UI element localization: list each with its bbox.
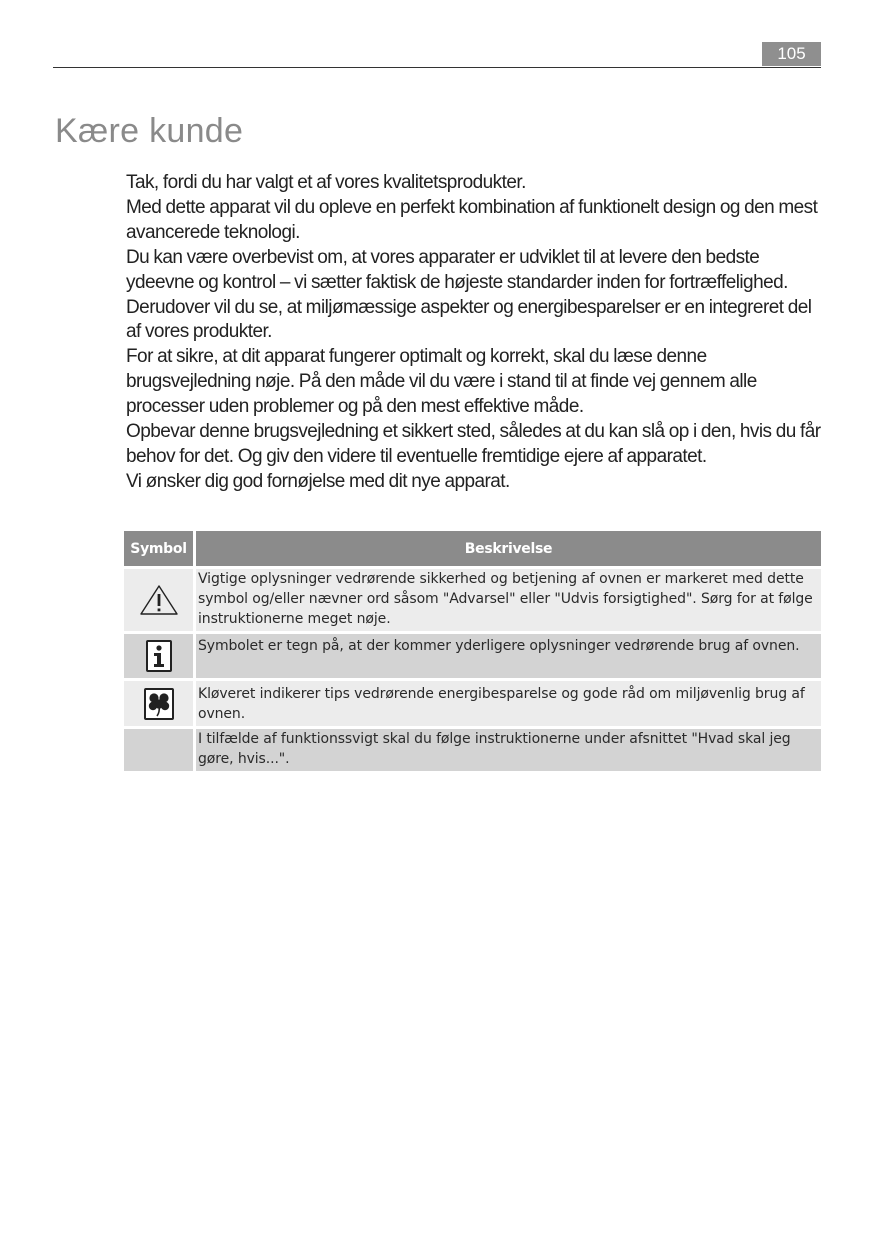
intro-paragraph: Du kan være overbevist om, at vores apparater er udviklet til at levere den bedste ydeevne og kontrol – vi sætter faktisk de højeste standarder inden for fortræffelighed. [126,246,788,293]
header-divider [53,67,821,68]
column-header-symbol: Symbol [124,531,196,566]
symbol-cell [124,631,196,678]
info-icon [145,640,173,672]
intro-paragraph: For at sikre, at dit apparat fungerer optimalt og korrekt, skal du læse denne brugsvejledning nøje. På den måde vil du være i stand til at finde vej gennem alle processer uden problemer og på den mest effektive måde. [126,346,757,418]
table-row [124,631,821,678]
table-row [124,726,821,771]
page-title: Kære kunde [55,112,244,150]
symbol-cell [124,566,196,631]
intro-paragraph: Opbevar denne brugsvejledning et sikkert sted, således at du kan slå op i den, hvis du får behov for det. Og giv den videre til eventuelle fremtidige ejere af apparatet. [126,421,821,467]
symbol-cell-empty [124,726,196,771]
intro-paragraph: Derudover vil du se, at miljømæssige aspekter og energibesparelser er en integreret del af vores produkter. [126,296,812,343]
intro-text [126,171,826,495]
description-cell: I tilfælde af funktionssvigt skal du følge instruktionerne under afsnittet "Hvad skal jeg gøre, hvis...". [196,726,821,771]
description-cell: Symbolet er tegn på, at der kommer yderligere oplysninger vedrørende brug af ovnen. [196,631,821,678]
description-cell [196,678,821,726]
symbol-table [124,531,821,771]
clover-icon [144,688,174,720]
table-row [124,678,821,726]
table-row [124,566,821,631]
page-number: 105 [762,42,821,66]
table-header-row [124,531,821,566]
column-header-description: Beskrivelse [196,531,821,566]
description-text: Kløveret indikerer tips vedrørende energibesparelse og gode råd om miljøvenlig brug af ovnen. [198,686,805,722]
intro-paragraph: Med dette apparat vil du opleve en perfekt kombination af funktionelt design og den mest avancerede teknologi. [126,196,818,243]
description-cell: Vigtige oplysninger vedrørende sikkerhed og betjening af ovnen er markeret med dette symbol og/eller nævner ord såsom "Advarsel" eller "Udvis forsigtighed". Sørg for at følge instruktionerne meget nøje. [196,566,821,631]
intro-paragraph: Tak, fordi du har valgt et af vores kvalitetsprodukter. [126,172,526,193]
warning-triangle-icon [138,584,180,616]
intro-paragraph: Vi ønsker dig god fornøjelse med dit nye apparat. [126,470,510,492]
symbol-cell [124,678,196,726]
